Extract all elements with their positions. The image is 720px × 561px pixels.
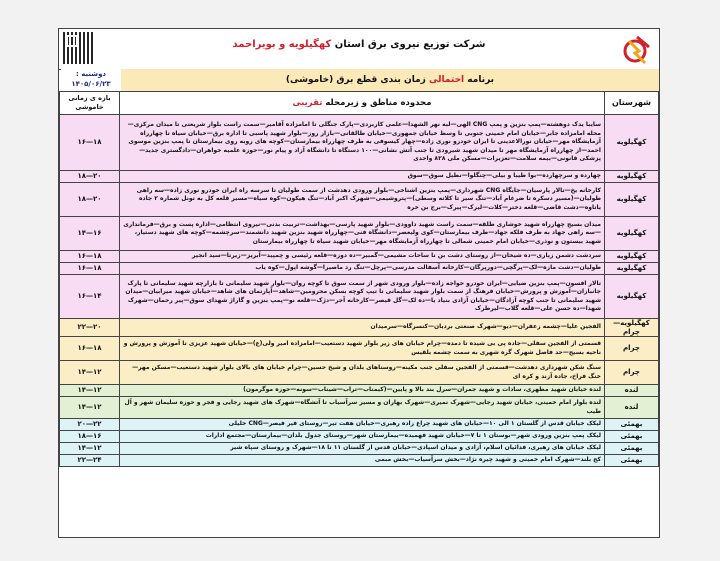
area-cell: سایبا یدک دوهشته—پمپ بنزین و پمپ CNG الهی—لبه نهر الشهدا—علمی کاربردی—پارک جنگلی تا امامزاده آقامیر—سمت راست بلوار شریعتی تا میدان مرکزی—محله امامزاده جابر—خیابان امام خمینی جنوبی تا وسط خیابان جمهوری—خیابان طالقانی—بازار روز—بلوار شهید پاسبی تا اداره برق—خیابان سیاه تا چهارراه آزمایشگاه مهر—خیابان نورالاعدینی تا ایران خودرو نوری زاده—چهار کیسوفی به طرف چهارراه بیمارستان—کوچه های روبه روی بیمارستان تا پمپ بنزین موسوی احمد—از چهارراه آزمایشگاه مهر تا میدان شهید شیرودی تا جنب آتش نشانی—۱۰۰ دستگاه تا دانشگاه آزاد و پیام نور—حوزه علمیه خواهران—دادگستری جدید—پزشکی قانونی—بیمه سلامت—تعزیرات—مسکن ملی ۸۲۸ واحدی — [120, 115, 605, 171]
area-cell: چهارده و سرچهارده—بوا طیبا و بیلی—چنگلوا—نطیل سوق—سوق — [120, 171, 605, 183]
city-cell: کهگیلویه — [605, 171, 659, 183]
table-row — [60, 275, 659, 319]
table-row — [60, 385, 659, 397]
subtitle-red: احتمالی — [429, 75, 465, 85]
header-city: شهرستان — [605, 92, 659, 115]
table-row — [60, 337, 659, 361]
time-cell: ۱۸—۲۰ — [60, 183, 120, 217]
area-cell: کج بلند—شهرک امام خمینی و شهید چیره نژاد—بخش سرآسیاب—بخش مبمی — [120, 455, 605, 467]
company-logo-icon — [621, 33, 653, 65]
time-cell: ۱۴—۱۲ — [60, 443, 120, 455]
area-cell: سنگ شکن شهرداری دهدشت—قسمتی از الفجین سفلی جنب مکینه—روستاهای بلدان و شیخ حسین—چرام خیابان های بالای بلوار شهید دستغیب—مسکن مهر—خنگ فراخ، جاده آزند و کره ای — [120, 361, 605, 385]
table-header-row — [60, 92, 659, 115]
date-value: ۱۴۰۵/۰۶/۲۳ — [71, 80, 111, 88]
city-cell: بهمئی — [605, 455, 659, 467]
area-cell: سردشت دشمن زیاری—ده شیخان—از روستای دشت بن تا ساحات مشیمی—گمبیر—ده دوزه—قلعه رئیسی و چمپید—آبریز—زیرتا—سید انجیر — [120, 251, 605, 263]
title-province: کهگیلویه و بویراحمد — [232, 39, 332, 50]
time-cell: ۱۸—۲۰ — [60, 171, 120, 183]
time-cell: ۱۴—۱۲ — [60, 361, 120, 385]
area-cell: لیکک پمپ بنزین ورودی شهر—بوستان ۱ تا ۷—خیابان شهید فهمیده—بیمارستان شهر—روستای جدول بلدان—بیمارستان—مجتمع ادارات — [120, 431, 605, 443]
area-cell: قسمتی از الفجین سفلی—جاده پی بی شیده تا دمده—چرام خیابان های زیر بلوار شهید دستغیب—امامزاده امیر ولی(ع)—خیابان شهید عزیزی تا آموزش و پرورش و ناحیه بسیج—حد فاصل شهرک گره شهری به سمت چشمه بلقیس — [120, 337, 605, 361]
city-cell: چرام — [605, 337, 659, 361]
time-cell: ۱۶—۱۴ — [60, 275, 120, 319]
header-area-pre: محدوده مناطق و زیرمحله — [322, 97, 432, 108]
table-row — [60, 183, 659, 217]
time-cell: ۱۶—۱۸ — [60, 337, 120, 361]
city-cell: کهگیلویه — [605, 275, 659, 319]
city-cell: لنده — [605, 397, 659, 419]
area-cell: طولیان—دشت مازه—لک—پرگچی—دورپرگان—کارخانه آسفالت مدرسی—پرچل—تنگ رد ماصیرا—گوشه اپول—کوه یاب — [120, 263, 605, 275]
header-area-red: تقریبی — [292, 97, 323, 108]
city-cell: کهگیلویه — [605, 263, 659, 275]
time-cell: ۱۶—۱۸ — [60, 115, 120, 171]
table-row — [60, 217, 659, 251]
city-cell: کهگیلویه—چرام — [605, 319, 659, 337]
table-row — [60, 319, 659, 337]
title-main: شرکت توزیع نیروی برق استان — [331, 39, 486, 50]
subtitle-post: زمان بندی قطع برق (خاموشی) — [285, 75, 429, 85]
schedule-subtitle — [121, 69, 659, 92]
table-row — [60, 397, 659, 419]
time-cell: ۲۰—۲۲ — [60, 419, 120, 431]
table-row — [60, 115, 659, 171]
company-title — [99, 39, 619, 50]
area-cell: میدان بسیج چهارراه شهید خوشاری طلقه—سمت راست شهید داوودی—بلوار شهید پارسی—بهداشت—تربیت بدنی—نیروی انتظامی—اداره پست و برق—فرمانداری—سه راهی جهاد به طرف فلکه جهاد—طرف بیمارستان—کوی ولیعصر—دانشگاه فنی—چهارراه شهید بنزین شهید دانشمند—سرچشمه—کوچه های شهید دستیار، شهید بیستون و نوذری—خیابان امام خمینی شمالی تا چهارراه آزمایشگاه مهر—خیابان شهید سیاه تا چهارراه بیمارستان — [120, 217, 605, 251]
city-cell: بهمئی — [605, 431, 659, 443]
table-row — [60, 455, 659, 467]
document-header — [59, 29, 659, 70]
time-cell: ۱۴—۱۶ — [60, 217, 120, 251]
city-cell: چرام — [605, 361, 659, 385]
table-row — [60, 263, 659, 275]
city-cell: لنده — [605, 385, 659, 397]
subtitle-pre: برنامه — [464, 75, 495, 85]
time-cell: ۱۶—۱۸ — [60, 263, 120, 275]
outage-schedule-document — [58, 28, 660, 538]
time-cell: ۲۲—۲۰ — [60, 319, 120, 337]
table-row — [60, 443, 659, 455]
table-row — [60, 419, 659, 431]
table-row — [60, 171, 659, 183]
time-cell: ۱۴—۱۲ — [60, 385, 120, 397]
area-cell: کارخانه یخ—تالار پارسیان—جایگاه CNG شهرداری—پمپ بنزین اشتاخی—بلوار ورودی دهدشت از سمت طولیان تا سرسه راه ایران خودرو نوری زاده—سه راهی طولیان—(مسیر دسکره تا ضرغام آباد—تنگ سیر تا کلاته وسطی)—پتروشیمی—شهرک اکبر آباد—تنگ هیکون—کوه سیاه—مسیر قلعه کل به تونل شماره ۲ جاده یاتاوه—دشت قاضی—قلعه دختر—کلات—لیرک—پیرک—برج بن خره — [120, 183, 605, 217]
weekday-label: دوشنبه : — [75, 70, 107, 78]
time-cell: ۲۲—۲۴ — [60, 455, 120, 467]
area-cell: لنده بلوار امام خمینی، خیابان شهید رجایی—شهرک نمیری—شهرک بهاران و مسیر سرآسیاب تا آتشگاه—شهرک های شهید رجایی و فجر و حوزه سلیمان شهر و آل طیب — [120, 397, 605, 419]
outage-table — [59, 91, 659, 467]
area-cell: لیکک خیابان های رهبری، فدائیان اسلام، آزادی و میدان اسپادی—خیابان قدس از گلستان ۱۱ تا ۱۸—شهرک و روستای سپاه شیر — [120, 443, 605, 455]
city-cell: بهمئی — [605, 443, 659, 455]
table-row — [60, 361, 659, 385]
city-cell: کهگیلویه — [605, 217, 659, 251]
table-row — [60, 251, 659, 263]
date-box — [61, 69, 122, 91]
area-cell: لنده خیابان شهید مطهری، سادات و شهید جمران—سرل بند بالا و پایین—(کیمناب—تراب—شیناب—سونه—حوزه موگرمون) — [120, 385, 605, 397]
area-cell: لیکک خیابان قدس از گلستان ۱ الی ۱۰—خیابان های شهید چراغ زاده رهبری—خیابان هفت تیر—روستای فیر فیصر—CNG خلیلی — [120, 419, 605, 431]
city-cell: کهگیلویه — [605, 183, 659, 217]
time-cell: ۱۶—۱۸ — [60, 251, 120, 263]
area-cell: تالار افسون—پمپ بنزین ضیایی—ایران خودرو خواجه زاده—بلوار ورودی شهر از سمت سوق تا کوچه روان—بلوار شهید سلیمانی تا بازارچه شهید سلیمانی تا پارک جانبازان—آموزش و پرورش—خیابان فرهنگ از سمت بلوار شهید سلیمانی تا تیپ کوچه بسکن محرومین—شاهد—آپارتمان های شاهد—خیابان شهید میرابیان—میدان شهید سلیمانی تا جنب کوچه آزادگان—خیابان آزادی بنیاد یا—ده لک—گل قیصر—کارخانه آجر—دژک—قلعه نو—پمپ بنزین و گاراژ شهدای سوق—پیر رحمان—شهرک شهدا—ده حسن علی—قلعه گلاب—لیرطرک — [120, 275, 605, 319]
time-cell: ۱۸—۱۶ — [60, 431, 120, 443]
time-cell: ۱۴—۱۲ — [60, 397, 120, 419]
area-cell: الفجین علیا—چشمه زعفران—دیو—شهرک صنعتی بردیان—کنسرگاه—سرمیدان — [120, 319, 605, 337]
table-row — [60, 431, 659, 443]
header-area — [120, 92, 605, 115]
qr-code-icon — [63, 32, 95, 64]
city-cell: کهگیلویه — [605, 251, 659, 263]
city-cell: بهمئی — [605, 419, 659, 431]
city-cell: کهگیلویه — [605, 115, 659, 171]
header-time: بازه ی زمانی خاموشی — [60, 92, 120, 115]
